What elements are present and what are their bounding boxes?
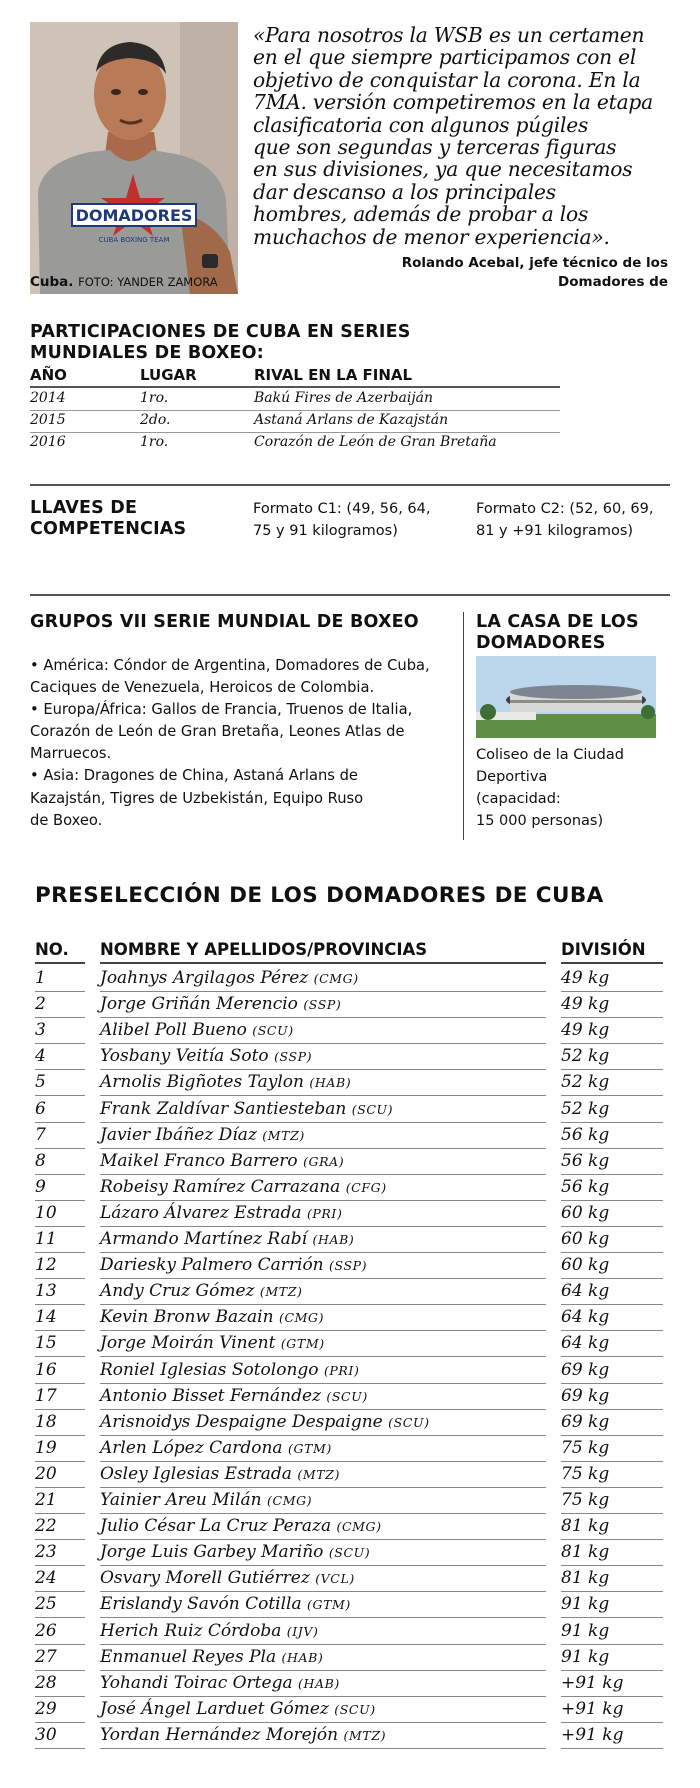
province-code: (SCU) <box>334 1701 376 1717</box>
table-row <box>0 1201 700 1227</box>
quote-line: dar descanso a los principales <box>253 179 556 204</box>
division-value: 49 kg <box>561 1020 610 1041</box>
part-year: 2016 <box>30 434 66 450</box>
province-code: (IJV) <box>286 1623 319 1639</box>
coach-photo <box>30 22 238 294</box>
division-value: +91 kg <box>561 1698 624 1719</box>
division-value: 56 kg <box>561 1176 610 1197</box>
row-number: 15 <box>35 1333 57 1354</box>
boxer-name-cell <box>100 1594 540 1614</box>
table-row <box>0 1305 700 1331</box>
division-value: 81 kg <box>561 1516 610 1537</box>
grupos-line: • América: Cóndor de Argentina, Domadores de Cuba, <box>30 657 430 674</box>
row-divider <box>100 1748 546 1749</box>
province-code: (CFG) <box>345 1179 387 1195</box>
boxer-name-cell <box>100 1673 540 1693</box>
boxer-name: Dariesky Palmero Carrión <box>100 1255 324 1276</box>
row-number: 5 <box>35 1072 46 1093</box>
table-row <box>0 1540 700 1566</box>
row-number: 7 <box>35 1124 46 1145</box>
row-number: 13 <box>35 1281 57 1302</box>
boxer-name: Arlen López Cardona <box>100 1437 283 1458</box>
division-value: 81 kg <box>561 1568 610 1589</box>
province-code: (VCL) <box>315 1571 355 1587</box>
boxer-name: Yosbany Veitía Soto <box>100 1046 269 1067</box>
formato-line: Formato C2: (52, 60, 69, <box>476 501 654 517</box>
province-code: (SCU) <box>328 1545 371 1561</box>
boxer-name-cell <box>100 1151 540 1171</box>
part-rival: Corazón de León de Gran Bretaña <box>254 434 497 450</box>
coliseo-photo <box>476 656 656 738</box>
division-value: 75 kg <box>561 1490 610 1510</box>
casa-line: 15 000 personas) <box>476 813 604 829</box>
boxer-name: Jorge Moirán Vinent <box>100 1333 276 1354</box>
casa-line: Coliseo de la Ciudad <box>476 747 624 763</box>
table-row <box>0 1253 700 1279</box>
quote-line: objetivo de conquistar la corona. En la <box>253 67 641 92</box>
table-row <box>0 1227 700 1253</box>
llaves-title <box>30 498 186 540</box>
province-code: (HAB) <box>298 1675 340 1691</box>
col-header-year: AÑO <box>30 366 67 384</box>
row-number: 1 <box>35 968 46 988</box>
division-value: 64 kg <box>561 1333 610 1354</box>
title-line: PARTICIPACIONES DE CUBA EN SERIES <box>30 322 411 342</box>
photo-credit: FOTO: YANDER ZAMORA <box>78 275 218 289</box>
boxer-name-cell <box>100 1516 540 1536</box>
quote-line: que son segundas y terceras figuras <box>253 135 617 160</box>
part-year: 2015 <box>30 412 66 428</box>
table-row <box>0 1018 700 1044</box>
boxer-name: Herich Ruiz Córdoba <box>100 1620 282 1641</box>
col-header-name: NOMBRE Y APELLIDOS/PROVINCIAS <box>100 940 428 959</box>
casa-title <box>476 612 639 654</box>
grupos-line: Marruecos. <box>30 745 112 763</box>
boxer-name-cell <box>100 1203 540 1223</box>
boxer-name-cell <box>100 1099 540 1119</box>
province-code: (PRI) <box>323 1362 360 1378</box>
division-value: 52 kg <box>561 1098 610 1119</box>
boxer-name-cell <box>100 1490 540 1510</box>
division-value: 60 kg <box>561 1229 610 1249</box>
row-divider <box>35 1748 85 1749</box>
divider <box>30 594 670 596</box>
title-line: LLAVES DE <box>30 498 138 518</box>
table-row <box>0 1592 700 1618</box>
grupos-title: GRUPOS VII SERIE MUNDIAL DE BOXEO <box>30 612 419 632</box>
boxer-name: Yordan Hernández Morejón <box>100 1724 339 1745</box>
table-row <box>0 1410 700 1436</box>
boxer-name-cell <box>100 1568 540 1588</box>
table-row <box>0 1619 700 1645</box>
province-code: (HAB) <box>312 1232 355 1247</box>
province-code: (MTZ) <box>259 1284 303 1300</box>
divider <box>30 432 560 433</box>
division-value: +91 kg <box>561 1672 624 1693</box>
boxer-name-cell <box>100 1229 540 1249</box>
part-place: 1ro. <box>140 434 169 450</box>
division-value: 56 kg <box>561 1124 610 1145</box>
row-number: 20 <box>35 1463 57 1484</box>
boxer-name: Alibel Poll Bueno <box>100 1020 247 1041</box>
boxer-name-cell <box>100 1386 540 1406</box>
grupos-list <box>30 655 450 832</box>
boxer-name-cell <box>100 1072 540 1092</box>
boxer-name: Armando Martínez Rabí <box>100 1229 308 1249</box>
part-rival: Astaná Arlans de Kazajstán <box>254 412 449 428</box>
formato-c2 <box>476 498 653 542</box>
boxer-name: Erislandy Savón Cotilla <box>100 1594 302 1615</box>
boxer-name-cell <box>100 1125 540 1145</box>
boxer-name: Kevin Bronw Bazain <box>100 1307 274 1328</box>
preseleccion-title: PRESELECCIÓN DE LOS DOMADORES DE CUBA <box>35 883 604 908</box>
table-row <box>0 1044 700 1070</box>
row-number: 12 <box>35 1255 57 1276</box>
photo-caption-2 <box>30 273 590 292</box>
divider <box>30 386 560 388</box>
boxer-name-cell <box>100 1412 540 1432</box>
formato-line: 81 y +91 kilogramos) <box>476 523 634 539</box>
table-row <box>0 992 700 1018</box>
province-code: (MTZ) <box>297 1466 340 1482</box>
table-row <box>0 1671 700 1697</box>
province-code: (MTZ) <box>262 1127 305 1143</box>
row-number: 6 <box>35 1098 46 1119</box>
division-value: 69 kg <box>561 1359 610 1380</box>
boxer-name: Julio César La Cruz Peraza <box>100 1516 332 1537</box>
province-code: (HAB) <box>309 1075 352 1091</box>
col-header-division: DIVISIÓN <box>561 940 646 959</box>
boxer-name: Andy Cruz Gómez <box>100 1281 255 1302</box>
division-value: 60 kg <box>561 1255 610 1276</box>
boxer-name-cell <box>100 1438 540 1458</box>
division-value: 69 kg <box>561 1385 610 1406</box>
divider <box>30 410 560 411</box>
division-value: 49 kg <box>561 968 610 988</box>
table-row <box>0 1436 700 1462</box>
row-number: 2 <box>35 994 46 1015</box>
part-place: 2do. <box>140 412 171 428</box>
table-row <box>0 1697 700 1723</box>
table-row <box>0 1723 700 1749</box>
division-value: 49 kg <box>561 994 610 1015</box>
divider <box>561 962 663 964</box>
grupos-line: Caciques de Venezuela, Heroicos de Colombia. <box>30 679 375 697</box>
boxer-name: Osley Iglesias Estrada <box>100 1463 292 1484</box>
boxer-name-cell <box>100 994 540 1014</box>
boxer-name: Lázaro Álvarez Estrada <box>100 1202 302 1223</box>
part-place: 1ro. <box>140 390 169 406</box>
row-number: 29 <box>35 1698 57 1719</box>
row-number: 30 <box>35 1724 57 1745</box>
casa-info <box>476 744 624 832</box>
formato-line: 75 y 91 kilogramos) <box>253 523 398 539</box>
table-row <box>0 1488 700 1514</box>
province-code: (GTM) <box>280 1336 325 1352</box>
title-line: LA CASA DE LOS <box>476 612 639 632</box>
row-number: 18 <box>35 1411 57 1432</box>
table-row <box>0 1331 700 1357</box>
province-code: (HAB) <box>281 1649 324 1665</box>
boxer-name: Jorge Griñán Merencio <box>100 994 298 1015</box>
row-number: 21 <box>35 1490 57 1510</box>
boxer-name: Roniel Iglesias Sotolongo <box>100 1359 319 1380</box>
row-number: 28 <box>35 1672 57 1693</box>
row-number: 19 <box>35 1437 57 1458</box>
quote-line: hombres, además de probar a los <box>253 202 589 227</box>
row-number: 17 <box>35 1385 57 1406</box>
table-row <box>0 1070 700 1096</box>
table-row <box>0 1514 700 1540</box>
table-row <box>0 1384 700 1410</box>
province-code: (SCU) <box>326 1388 368 1404</box>
part-year: 2014 <box>30 390 66 406</box>
boxer-name: José Ángel Larduet Gómez <box>100 1698 329 1719</box>
participaciones-title <box>30 322 411 364</box>
part-rival: Bakú Fires de Azerbaiján <box>254 390 434 406</box>
casa-line: (capacidad: <box>476 791 561 807</box>
quote-line: clasificatoria con algunos púgiles <box>253 112 589 137</box>
col-header-place: LUGAR <box>140 366 197 384</box>
boxer-name-cell <box>100 1177 540 1197</box>
grupos-line: • Europa/África: Gallos de Francia, Truenos de Italia, <box>30 701 413 719</box>
col-header-no: NO. <box>35 940 69 959</box>
province-code: (CMG) <box>278 1310 325 1326</box>
grupos-line: Corazón de León de Gran Bretaña, Leones Atlas de <box>30 723 405 741</box>
coach-quote <box>253 24 663 248</box>
col-header-rival: RIVAL EN LA FINAL <box>254 366 413 384</box>
boxer-name-cell <box>100 1307 540 1327</box>
province-code: (SSP) <box>274 1049 313 1065</box>
row-number: 16 <box>35 1359 57 1380</box>
grupos-line: Kazajstán, Tigres de Uzbekistán, Equipo Ruso <box>30 789 364 807</box>
division-value: 91 kg <box>561 1594 610 1615</box>
division-value: 56 kg <box>561 1150 610 1171</box>
table-row <box>0 1175 700 1201</box>
province-code: (CMG) <box>267 1493 313 1508</box>
divider <box>35 962 85 964</box>
boxer-name: Enmanuel Reyes Pla <box>100 1646 277 1667</box>
division-value: 52 kg <box>561 1072 610 1093</box>
quote-line: muchachos de menor experiencia». <box>253 224 610 249</box>
division-value: 69 kg <box>561 1411 610 1432</box>
divider <box>30 484 670 486</box>
boxer-name: Arnolis Bigñotes Taylon <box>100 1072 304 1093</box>
division-value: 75 kg <box>561 1463 610 1484</box>
province-code: (GRA) <box>303 1153 345 1169</box>
table-row <box>0 1358 700 1384</box>
division-value: 60 kg <box>561 1202 610 1223</box>
row-number: 26 <box>35 1620 57 1641</box>
province-code: (MTZ) <box>343 1727 387 1743</box>
quote-full-text <box>253 24 254 25</box>
division-value: 81 kg <box>561 1542 610 1563</box>
boxer-name: Maikel Franco Barrero <box>100 1150 298 1171</box>
boxer-name-cell <box>100 1281 540 1301</box>
title-line: DOMADORES <box>476 633 606 653</box>
row-number: 10 <box>35 1202 57 1223</box>
province-code: (PRI) <box>306 1205 343 1221</box>
boxer-name: Jorge Luis Garbey Mariño <box>100 1542 324 1563</box>
boxer-name: Robeisy Ramírez Carrazana <box>100 1176 341 1197</box>
table-row <box>0 1566 700 1592</box>
boxer-name-cell <box>100 1020 540 1040</box>
row-divider <box>561 1748 663 1749</box>
province-code: (SCU) <box>351 1101 394 1117</box>
row-number: 23 <box>35 1542 57 1563</box>
province-code: (SSP) <box>303 997 342 1013</box>
division-value: 75 kg <box>561 1437 610 1458</box>
shirt-logo-subtext: CUBA BOXING TEAM <box>98 236 170 244</box>
province-code: (CMG) <box>313 971 359 986</box>
boxer-name-cell <box>100 1699 540 1719</box>
province-code: (CMG) <box>336 1519 382 1535</box>
division-value: 91 kg <box>561 1646 610 1667</box>
title-line: MUNDIALES DE BOXEO: <box>30 343 264 363</box>
caption-line: Cuba. <box>30 274 74 290</box>
row-number: 3 <box>35 1020 46 1041</box>
table-row <box>0 1123 700 1149</box>
shirt-logo-text: DOMADORES <box>75 206 193 225</box>
boxer-name-cell <box>100 968 540 988</box>
table-row <box>0 1279 700 1305</box>
quote-line: en sus divisiones, ya que necesitamos <box>253 157 633 182</box>
row-number: 4 <box>35 1046 46 1067</box>
province-code: (SCU) <box>252 1023 294 1039</box>
row-number: 25 <box>35 1594 57 1615</box>
row-number: 14 <box>35 1307 57 1328</box>
column-divider <box>463 612 464 840</box>
formato-line: Formato C1: (49, 56, 64, <box>253 501 431 517</box>
row-number: 11 <box>35 1229 57 1249</box>
division-value: 91 kg <box>561 1620 610 1641</box>
table-row <box>0 1645 700 1671</box>
table-row <box>0 1149 700 1175</box>
division-value: 52 kg <box>561 1046 610 1067</box>
boxer-name: Arisnoidys Despaigne Despaigne <box>100 1411 383 1432</box>
quote-line: en el que siempre participamos con el <box>253 45 637 70</box>
boxer-name-cell <box>100 1725 540 1745</box>
boxer-name: Yainier Areu Milán <box>100 1490 262 1510</box>
boxer-name: Frank Zaldívar Santiesteban <box>100 1098 347 1119</box>
divider <box>100 962 546 964</box>
boxer-name: Antonio Bisset Fernández <box>100 1385 321 1406</box>
boxer-name-cell <box>100 1333 540 1353</box>
table-row <box>0 1462 700 1488</box>
row-number: 24 <box>35 1568 57 1589</box>
boxer-name-cell <box>100 1647 540 1667</box>
province-code: (SCU) <box>388 1414 430 1430</box>
quote-line: «Para nosotros la WSB es un certamen <box>253 23 645 47</box>
boxer-name-cell <box>100 1621 540 1641</box>
row-number: 27 <box>35 1646 57 1667</box>
coach-figure <box>30 22 238 294</box>
table-row <box>0 966 700 992</box>
grupos-line: • Asia: Dragones de China, Astaná Arlans de <box>30 767 358 785</box>
boxer-name: Joahnys Argilagos Pérez <box>100 968 309 988</box>
quote-line: 7MA. versión competiremos en la etapa <box>253 90 653 115</box>
title-line: COMPETENCIAS <box>30 519 187 539</box>
boxer-name: Yohandi Toirac Ortega <box>100 1672 293 1693</box>
province-code: (SSP) <box>329 1258 368 1274</box>
boxer-name: Osvary Morell Gutiérrez <box>100 1568 310 1589</box>
division-value: 64 kg <box>561 1307 610 1328</box>
boxer-name-cell <box>100 1542 540 1562</box>
province-code: (GTM) <box>307 1597 351 1613</box>
grupos-line: de Boxeo. <box>30 811 103 829</box>
caption-line: Rolando Acebal, jefe técnico de los Domadores de <box>401 255 668 290</box>
table-row <box>0 1097 700 1123</box>
division-value: +91 kg <box>561 1724 624 1745</box>
boxer-name: Javier Ibáñez Díaz <box>100 1124 257 1145</box>
province-code: (GTM) <box>287 1440 332 1456</box>
boxer-name-cell <box>100 1046 540 1066</box>
division-value: 64 kg <box>561 1281 610 1302</box>
casa-line: Deportiva <box>476 769 548 785</box>
boxer-name-cell <box>100 1464 540 1484</box>
boxer-name-cell <box>100 1255 540 1275</box>
row-number: 22 <box>35 1516 57 1537</box>
row-number: 9 <box>35 1176 46 1197</box>
formato-c1 <box>253 498 430 542</box>
row-number: 8 <box>35 1150 46 1171</box>
boxer-name-cell <box>100 1360 540 1380</box>
